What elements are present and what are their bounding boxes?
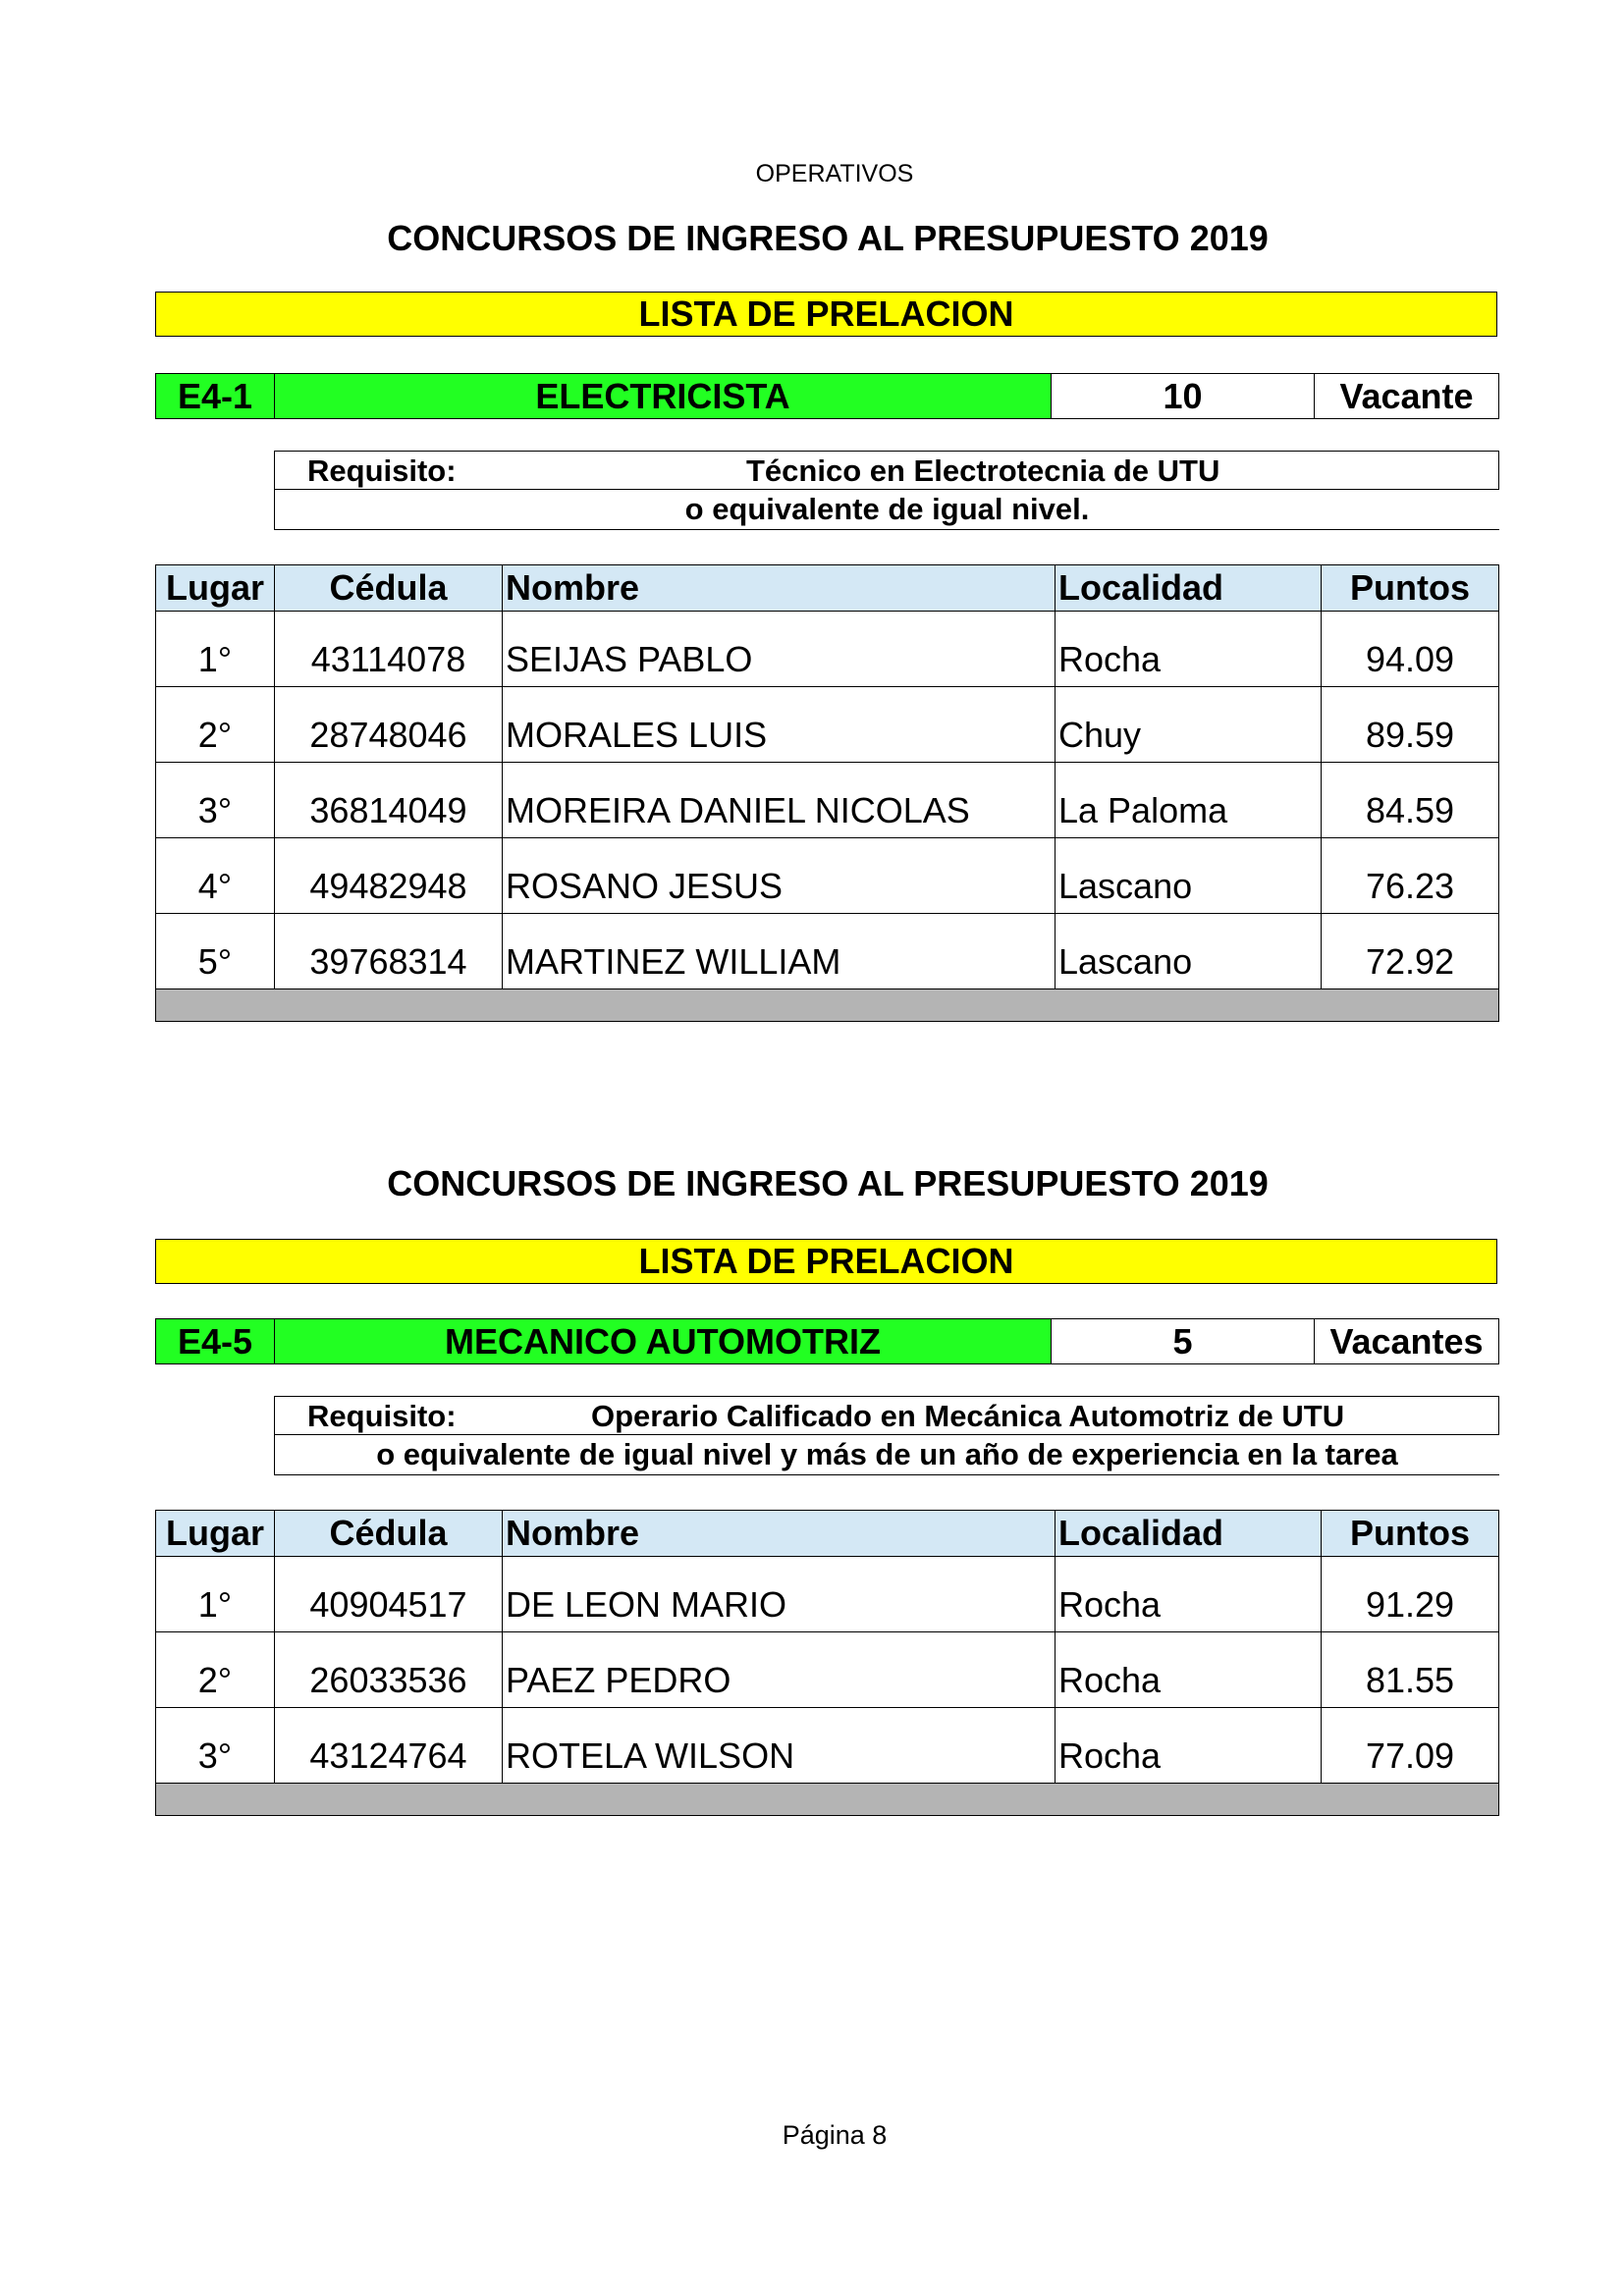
cell-localidad: Lascano [1056, 914, 1322, 989]
requirement-box [274, 1396, 1499, 1475]
cell-localidad: La Paloma [1056, 763, 1322, 838]
table-header-row [156, 1511, 1499, 1557]
job-title: MECANICO AUTOMOTRIZ [275, 1319, 1052, 1363]
cell-nombre: SEIJAS PABLO [503, 612, 1056, 687]
cell-localidad: Rocha [1056, 1632, 1322, 1708]
vacancy-count: 10 [1052, 374, 1315, 418]
requirement-line-1: Operario Calificado en Mecánica Automotriz de UTU [591, 1399, 1345, 1433]
column-header-localidad: Localidad [1056, 565, 1322, 612]
cell-lugar: 3° [156, 1708, 275, 1784]
column-header-puntos: Puntos [1322, 565, 1499, 612]
section-title: CONCURSOS DE INGRESO AL PRESUPUESTO 2019 [387, 1163, 1269, 1203]
table-row [156, 838, 1499, 914]
requirement-box [274, 451, 1499, 530]
vacancy-label: Vacante [1339, 375, 1474, 416]
column-header-lugar: Lugar [156, 565, 275, 612]
cell-nombre: DE LEON MARIO [503, 1557, 1056, 1632]
job-code: E4-5 [156, 1319, 275, 1363]
list-banner: LISTA DE PRELACION [155, 292, 1497, 337]
job-title: ELECTRICISTA [275, 374, 1052, 418]
gray-footer-bar [156, 1784, 1499, 1816]
cell-puntos: 94.09 [1322, 612, 1499, 687]
cell-cedula: 49482948 [275, 838, 503, 914]
cell-nombre: ROSANO JESUS [503, 838, 1056, 914]
cell-lugar: 2° [156, 1632, 275, 1708]
column-header-cedula: Cédula [275, 1511, 503, 1557]
table-row [156, 763, 1499, 838]
ranking-table [155, 564, 1499, 1022]
cell-cedula: 43124764 [275, 1708, 503, 1784]
requirement-line-2: o equivalente de igual nivel y más de un año de experiencia en la tarea [274, 1435, 1499, 1475]
column-header-puntos: Puntos [1322, 1511, 1499, 1557]
cell-cedula: 28748046 [275, 687, 503, 763]
page-number: Página 8 [782, 2120, 888, 2150]
cell-puntos: 72.92 [1322, 914, 1499, 989]
cell-nombre: PAEZ PEDRO [503, 1632, 1056, 1708]
requirement-label: Requisito: [307, 1399, 457, 1433]
table-row [156, 612, 1499, 687]
cell-lugar: 1° [156, 612, 275, 687]
vacancy-count: 5 [1052, 1319, 1315, 1363]
cell-lugar: 1° [156, 1557, 275, 1632]
cell-lugar: 2° [156, 687, 275, 763]
section-title: CONCURSOS DE INGRESO AL PRESUPUESTO 2019 [387, 218, 1269, 258]
list-banner: LISTA DE PRELACION [155, 1239, 1497, 1284]
cell-puntos: 81.55 [1322, 1632, 1499, 1708]
cell-puntos: 84.59 [1322, 763, 1499, 838]
cell-localidad: Rocha [1056, 612, 1322, 687]
cell-puntos: 89.59 [1322, 687, 1499, 763]
column-header-nombre: Nombre [503, 565, 1056, 612]
requirement-line-2: o equivalente de igual nivel. [274, 490, 1499, 530]
job-row [155, 373, 1499, 419]
cell-lugar: 5° [156, 914, 275, 989]
cell-puntos: 91.29 [1322, 1557, 1499, 1632]
page-header: OPERATIVOS [755, 160, 914, 187]
job-row [155, 1318, 1499, 1364]
cell-cedula: 26033536 [275, 1632, 503, 1708]
cell-puntos: 76.23 [1322, 838, 1499, 914]
table-header-row [156, 565, 1499, 612]
gray-footer-bar [156, 989, 1499, 1022]
table-row [156, 914, 1499, 989]
column-header-localidad: Localidad [1056, 1511, 1322, 1557]
column-header-nombre: Nombre [503, 1511, 1056, 1557]
cell-lugar: 3° [156, 763, 275, 838]
cell-nombre: MARTINEZ WILLIAM [503, 914, 1056, 989]
cell-cedula: 40904517 [275, 1557, 503, 1632]
table-row [156, 687, 1499, 763]
cell-cedula: 39768314 [275, 914, 503, 989]
table-row [156, 1557, 1499, 1632]
cell-nombre: MORALES LUIS [503, 687, 1056, 763]
cell-cedula: 36814049 [275, 763, 503, 838]
ranking-table [155, 1510, 1499, 1816]
cell-localidad: Rocha [1056, 1557, 1322, 1632]
cell-nombre: ROTELA WILSON [503, 1708, 1056, 1784]
cell-localidad: Chuy [1056, 687, 1322, 763]
cell-lugar: 4° [156, 838, 275, 914]
table-row [156, 1708, 1499, 1784]
table-footer-row [156, 1784, 1499, 1816]
table-row [156, 1632, 1499, 1708]
cell-nombre: MOREIRA DANIEL NICOLAS [503, 763, 1056, 838]
cell-localidad: Rocha [1056, 1708, 1322, 1784]
table-footer-row [156, 989, 1499, 1022]
job-code: E4-1 [156, 374, 275, 418]
column-header-lugar: Lugar [156, 1511, 275, 1557]
cell-localidad: Lascano [1056, 838, 1322, 914]
requirement-line-1: Técnico en Electrotecnia de UTU [746, 454, 1220, 488]
cell-cedula: 43114078 [275, 612, 503, 687]
vacancy-label: Vacantes [1329, 1320, 1484, 1362]
cell-puntos: 77.09 [1322, 1708, 1499, 1784]
column-header-cedula: Cédula [275, 565, 503, 612]
requirement-label: Requisito: [307, 454, 457, 488]
